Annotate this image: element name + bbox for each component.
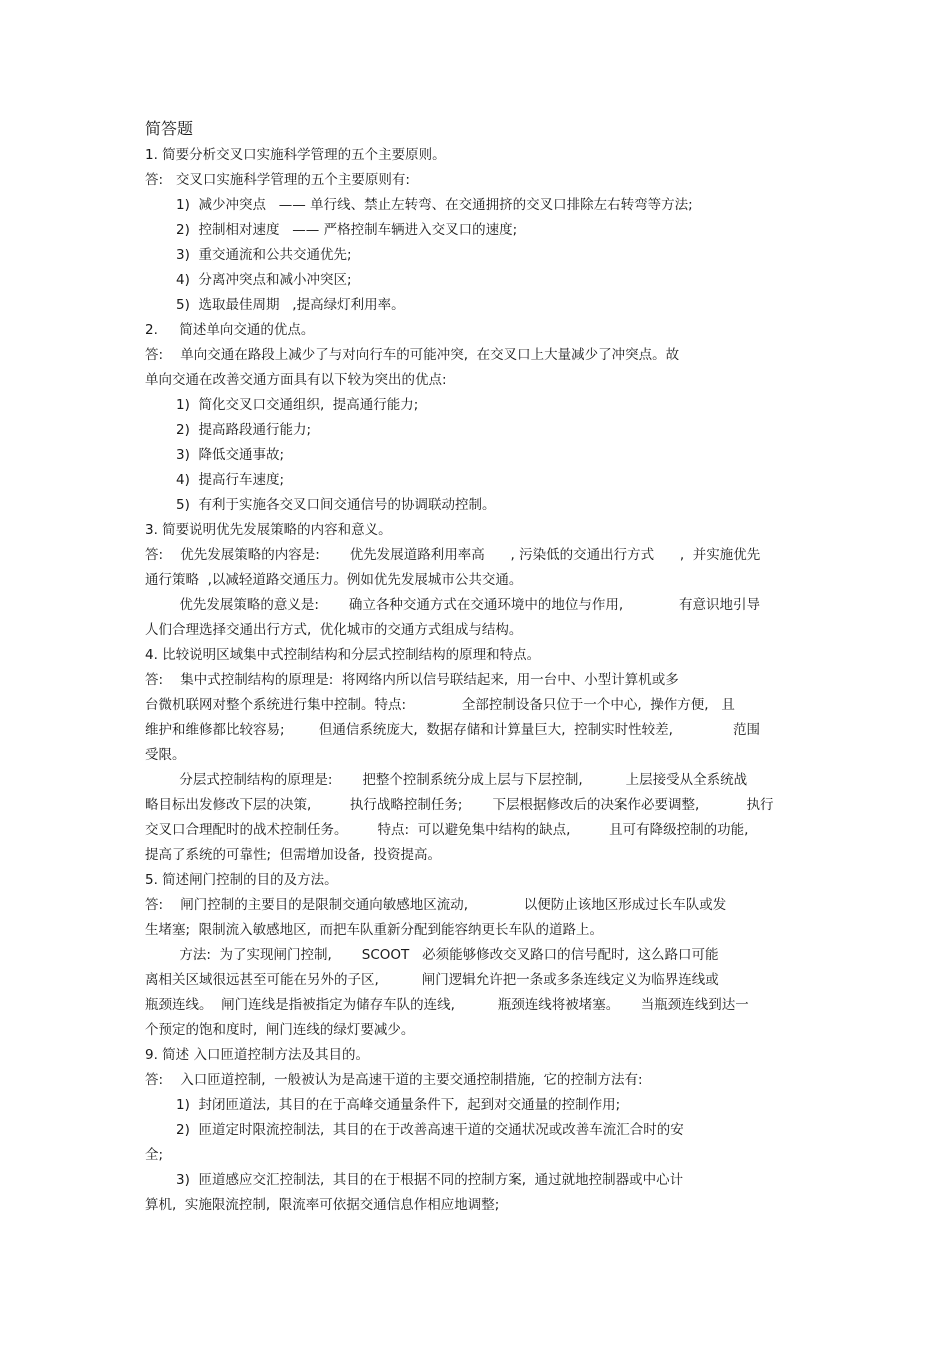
answer-5-para-2-cont-3: 个预定的饱和度时, 闸门连线的绿灯要减少。 <box>145 1022 415 1038</box>
answer-1-item-3: 3) 重交通流和公共交通优先; <box>176 247 352 263</box>
answer-4-para-2: 分层式控制结构的原理是: 把整个控制系统分成上层与下层控制, 上层接受从全系统战 <box>145 772 748 788</box>
answer-5-para-2-cont-2: 瓶颈连线。 闸门连线是指被指定为储存车队的连线, 瓶颈连线将被堵塞。 当瓶颈连线到达一 <box>145 997 749 1013</box>
answer-9-item-2: 2) 匝道定时限流控制法, 其目的在于改善高速干道的交通状况或改善车流汇合时的安 <box>176 1122 684 1138</box>
answer-2-item-5: 5) 有利于实施各交叉口间交通信号的协调联动控制。 <box>176 497 496 513</box>
answer-4: 答: 集中式控制结构的原理是: 将网络内所以信号联结起来, 用一台中、小型计算机或多 <box>145 672 679 688</box>
answer-2-item-1: 1) 简化交叉口交通组织, 提高通行能力; <box>176 397 419 413</box>
answer-2-item-4: 4) 提高行车速度; <box>176 472 284 488</box>
answer-1-item-4: 4) 分离冲突点和减小冲突区; <box>176 272 352 288</box>
page-title: 简答题 <box>145 119 194 138</box>
answer-3-para-2-cont: 人们合理选择交通出行方式, 优化城市的交通方式组成与结构。 <box>145 622 523 638</box>
question-2: 2. 简述单向交通的优点。 <box>145 322 315 338</box>
answer-5: 答: 闸门控制的主要目的是限制交通向敏感地区流动, 以便防止该地区形成过长车队或发 <box>145 897 727 913</box>
answer-9-item-2-cont: 全; <box>145 1147 164 1163</box>
answer-1: 答: 交叉口实施科学管理的五个主要原则有: <box>145 172 410 188</box>
question-4: 4. 比较说明区域集中式控制结构和分层式控制结构的原理和特点。 <box>145 647 541 663</box>
question-5: 5. 简述闸门控制的目的及方法。 <box>145 872 338 888</box>
answer-1-item-1: 1) 减少冲突点 —— 单行线、禁止左转弯、在交通拥挤的交叉口排除左右转弯等方法; <box>176 197 693 213</box>
answer-4-para-2-cont-2: 交叉口合理配时的战术控制任务。 特点: 可以避免集中结构的缺点, 且可有降级控制的功能, <box>145 822 749 838</box>
answer-1-item-2: 2) 控制相对速度 —— 严格控制车辆进入交叉口的速度; <box>176 222 518 238</box>
answer-2-item-2: 2) 提高路段通行能力; <box>176 422 311 438</box>
answer-3-cont: 通行策略 ,以减轻道路交通压力。例如优先发展城市公共交通。 <box>145 572 523 588</box>
answer-5-para-2-cont-1: 离相关区域很远甚至可能在另外的子区, 闸门逻辑允许把一条或多条连线定义为临界连线或 <box>145 972 719 988</box>
answer-4-cont-1: 台微机联网对整个系统进行集中控制。特点: 全部控制设备只位于一个中心, 操作方便, 且 <box>145 697 735 713</box>
answer-2-item-3: 3) 降低交通事故; <box>176 447 284 463</box>
question-9: 9. 简述 入口匝道控制方法及其目的。 <box>145 1047 369 1063</box>
answer-5-cont: 生堵塞; 限制流入敏感地区, 而把车队重新分配到能容纳更长车队的道路上。 <box>145 922 604 938</box>
answer-1-item-5: 5) 选取最佳周期 ,提高绿灯利用率。 <box>176 297 405 313</box>
answer-3-para-2: 优先发展策略的意义是: 确立各种交通方式在交通环境中的地位与作用, 有意识地引导 <box>145 597 760 613</box>
answer-2-cont: 单向交通在改善交通方面具有以下较为突出的优点: <box>145 372 447 388</box>
answer-2: 答: 单向交通在路段上减少了与对向行车的可能冲突, 在交叉口上大量减少了冲突点。故 <box>145 347 680 363</box>
answer-9-item-3-cont: 算机, 实施限流控制, 限流率可依据交通信息作相应地调整; <box>145 1197 500 1213</box>
answer-9-item-3: 3) 匝道感应交汇控制法, 其目的在于根据不同的控制方案, 通过就地控制器或中心计 <box>176 1172 684 1188</box>
answer-4-para-2-cont-1: 略目标出发修改下层的决策, 执行战略控制任务; 下层根据修改后的决案作必要调整, 执行 <box>145 797 774 813</box>
answer-9-item-1: 1) 封闭匝道法, 其目的在于高峰交通量条件下, 起到对交通量的控制作用; <box>176 1097 621 1113</box>
answer-9: 答: 入口匝道控制, 一般被认为是高速干道的主要交通控制措施, 它的控制方法有: <box>145 1072 643 1088</box>
answer-4-para-2-cont-3: 提高了系统的可靠性; 但需增加设备, 投资提高。 <box>145 847 442 863</box>
answer-4-cont-2: 维护和维修都比较容易; 但通信系统庞大, 数据存储和计算量巨大, 控制实时性较差, 范围 <box>145 722 760 738</box>
question-1: 1. 简要分析交叉口实施科学管理的五个主要原则。 <box>145 147 446 163</box>
answer-5-para-2: 方法: 为了实现闸门控制, SCOOT 必须能够修改交叉路口的信号配时, 这么路口可能 <box>145 947 719 963</box>
question-3: 3. 简要说明优先发展策略的内容和意义。 <box>145 522 392 538</box>
answer-3: 答: 优先发展策略的内容是: 优先发展道路利用率高 , 污染低的交通出行方式 , 并实施优先 <box>145 547 761 563</box>
answer-4-cont-3: 受限。 <box>145 747 186 763</box>
